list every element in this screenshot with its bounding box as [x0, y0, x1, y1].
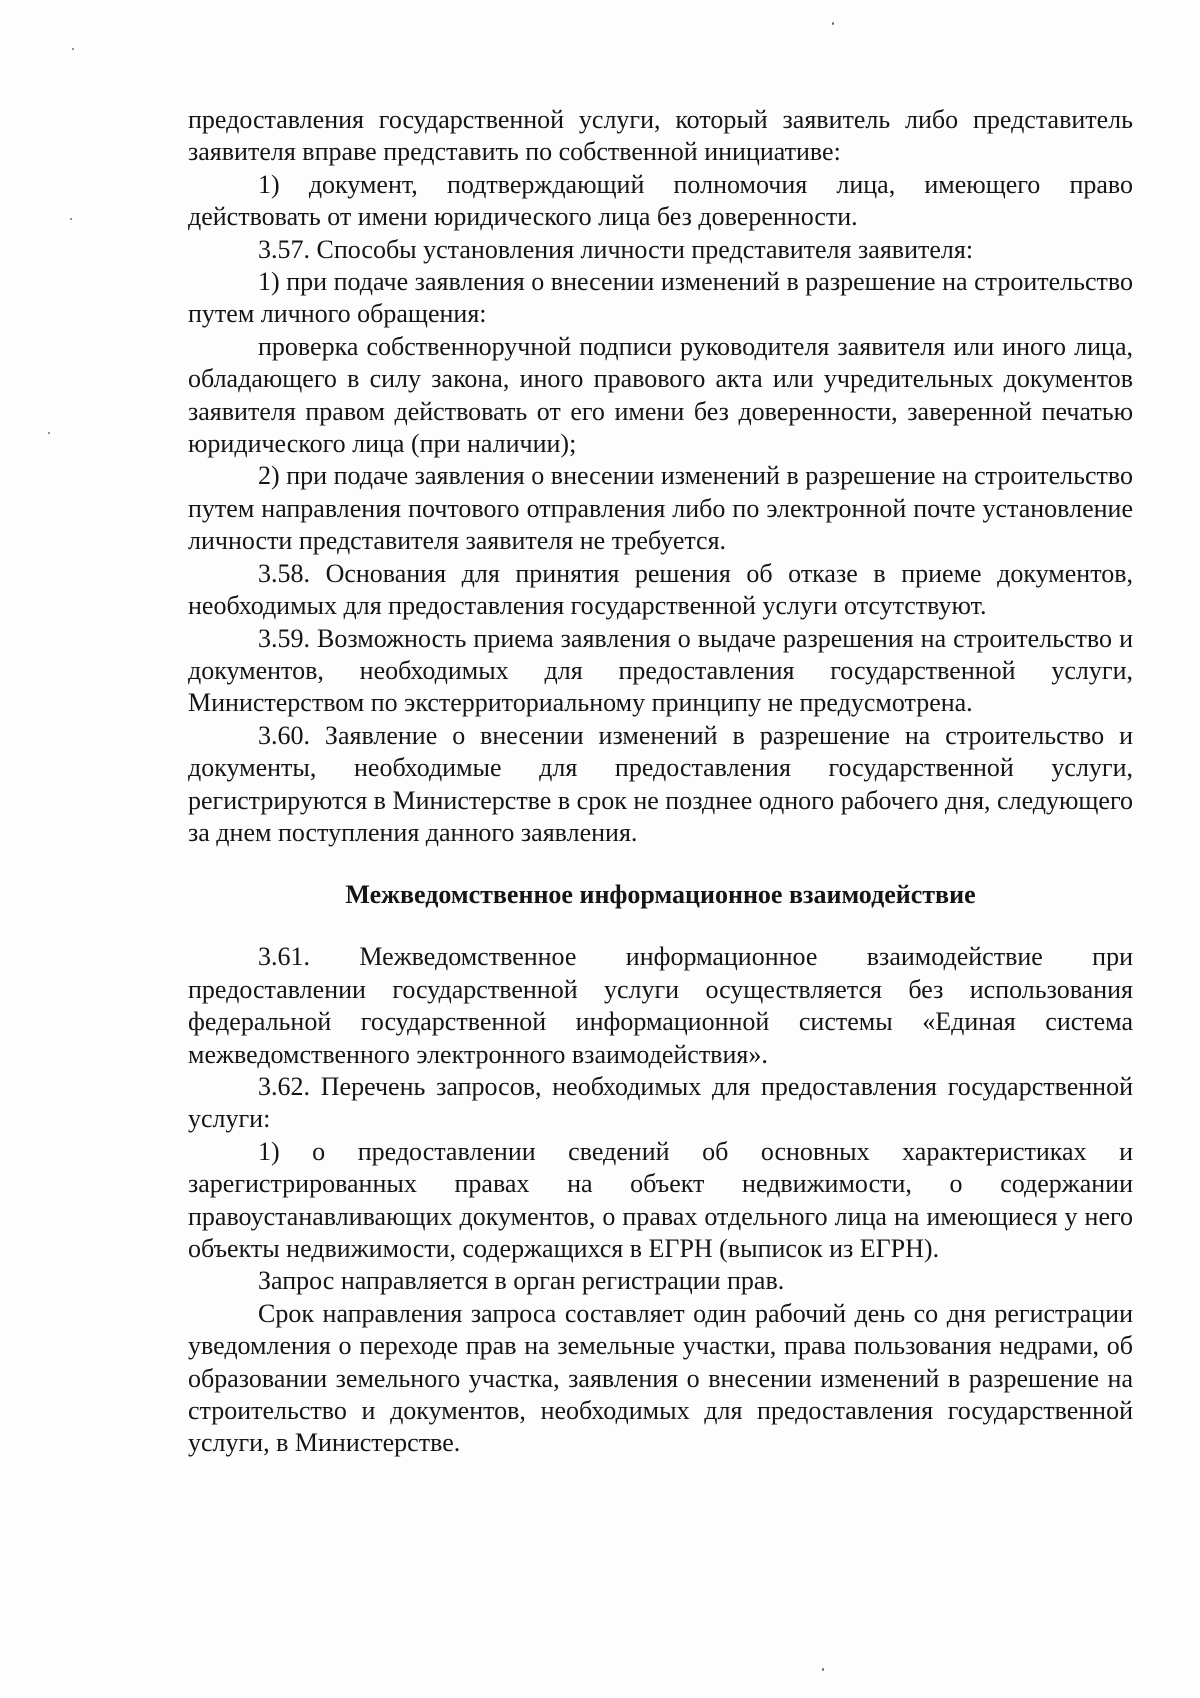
paragraph-3-61: 3.61. Межведомственное информационное взаимодействие при предоставлении государственной услуги осуществляется без использования федеральной государственной информационной системы «Единая система межведомственного электронного взаимодействия».: [188, 942, 1133, 1069]
paragraph-3-62-item-1: 1) о предоставлении сведений об основных характеристиках и зарегистрированных правах на объект недвижимости, о содержании правоустанавливающих документов, о правах отдельного лица на имеющиеся у него объекты недвижимости, содержащихся в ЕГРН (выписок из ЕГРН).: [188, 1136, 1133, 1263]
paragraphs-before-heading: [188, 104, 1133, 849]
paragraphs-after-heading: [188, 941, 1133, 1460]
paragraph-3-60: 3.60. Заявление о внесении изменений в разрешение на строительство и документы, необходимые для предоставления государственной услуги, регистрируются в Министерстве в срок не позднее одного рабочего дня, следующего за днем поступления данного заявления.: [188, 720, 1133, 847]
paragraph-3-57: 3.57. Способы установления личности представителя заявителя:: [258, 234, 974, 264]
scan-speck: [822, 1668, 824, 1671]
document-body: [188, 104, 1133, 1460]
scan-speck: [70, 218, 72, 220]
paragraph-request-recipient: Запрос направляется в орган регистрации прав.: [258, 1266, 785, 1296]
paragraph-3-62: 3.62. Перечень запросов, необходимых для предоставления государственной услуги:: [188, 1071, 1133, 1134]
section-heading: Межведомственное информационное взаимодействие: [345, 880, 976, 910]
paragraph-continuation: предоставления государственной услуги, который заявитель либо представитель заявителя вправе представить по собственной инициативе:: [188, 105, 1133, 167]
scan-speck: [832, 22, 834, 25]
paragraph-item-authority-document: 1) документ, подтверждающий полномочия лица, имеющего право действовать от имени юридического лица без доверенности.: [188, 169, 1133, 232]
scan-speck: [72, 48, 74, 50]
paragraph-signature-check: проверка собственноручной подписи руководителя заявителя или иного лица, обладающего в силу закона, иного правового акта или учредительных документов заявителя правом действовать от его имени без доверенности, заверенной печатью юридического лица (при наличии);: [188, 331, 1133, 459]
paragraph-3-59: 3.59. Возможность приема заявления о выдаче разрешения на строительство и документов, необходимых для предоставления государственной услуги, Министерством по экстерриториальному принципу не предусмотрена.: [188, 623, 1133, 718]
paragraph-3-57-item-2: 2) при подаче заявления о внесении изменений в разрешение на строительство путем направления почтового отправления либо по электронной почте установление личности представителя заявителя не требуется.: [188, 461, 1133, 556]
paragraph-request-deadline: Срок направления запроса составляет один рабочий день со дня регистрации уведомления о переходе прав на земельные участки, права пользования недрами, об образовании земельного участка, заявления о внесении изменений в разрешение на строительство и документов, необходимых для предоставления государственной услуги, в Министерстве.: [188, 1298, 1133, 1458]
scan-speck: [48, 432, 50, 434]
paragraph-3-58: 3.58. Основания для принятия решения об отказе в приеме документов, необходимых для предоставления государственной услуги отсутствуют.: [188, 558, 1133, 621]
paragraph-3-57-item-1: 1) при подаче заявления о внесении изменений в разрешение на строительство путем личного обращения:: [188, 267, 1133, 329]
